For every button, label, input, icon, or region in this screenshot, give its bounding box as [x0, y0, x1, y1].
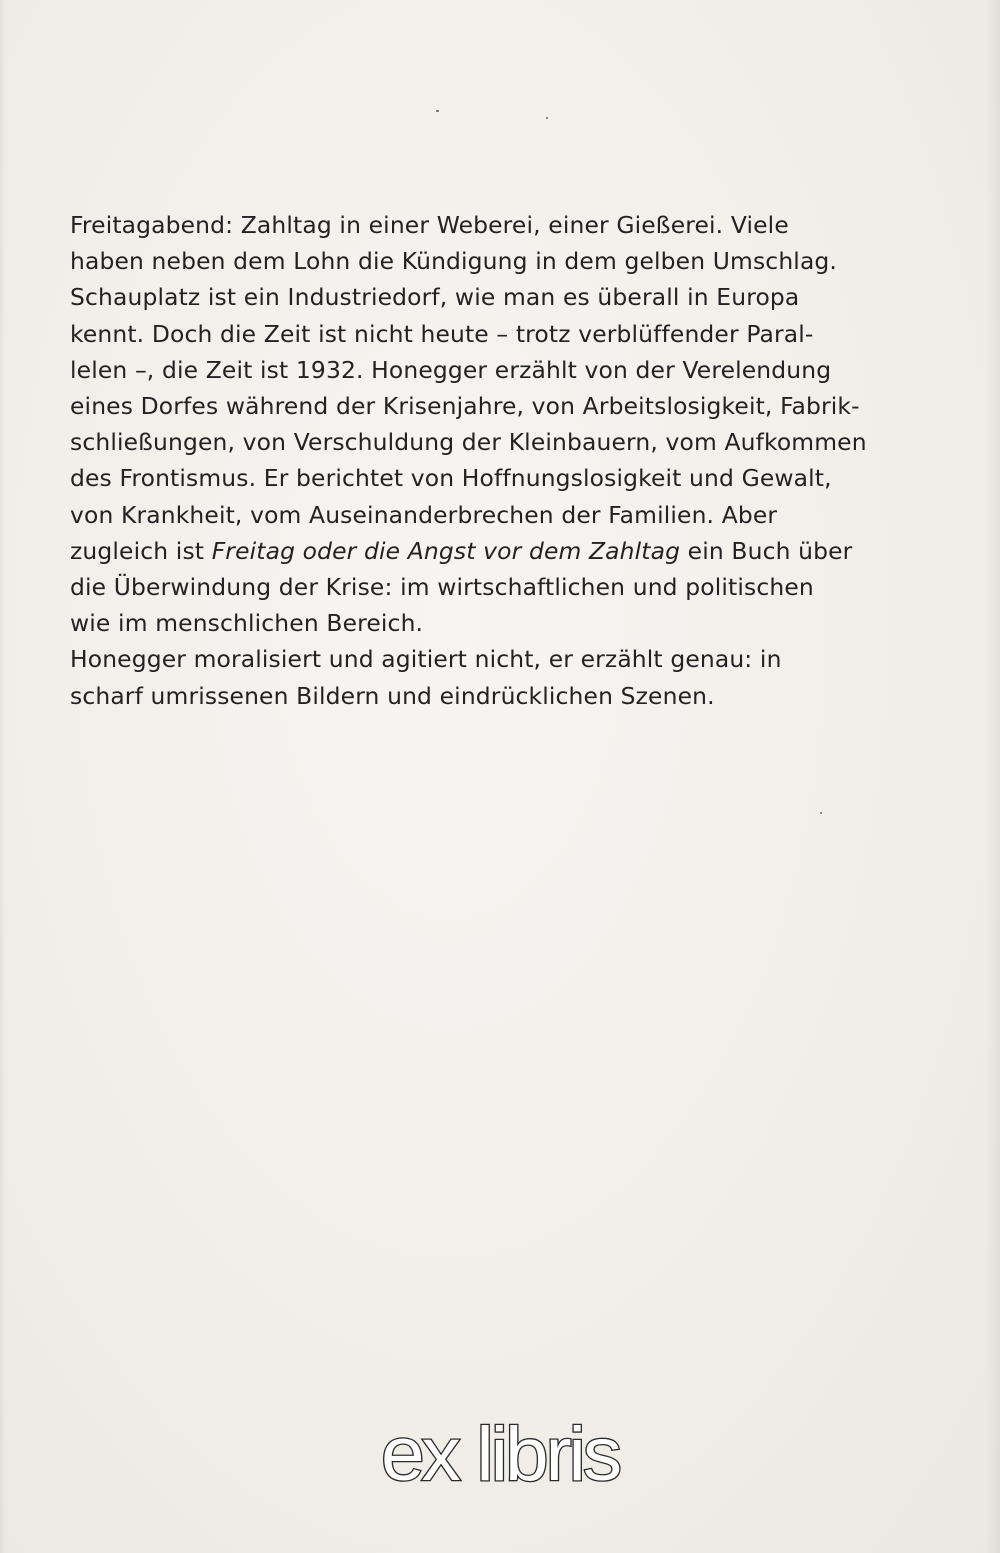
blurb-text	[70, 207, 970, 714]
paper-speck	[820, 812, 822, 814]
blurb-line: schließungen, von Verschuldung der Kleinbauern, vom Aufkommen	[70, 428, 867, 457]
blurb-line: Schauplatz ist ein Industriedorf, wie man es überall in Europa	[70, 283, 800, 312]
blurb-line: Honegger moralisiert und agitiert nicht, er erzählt genau: in	[70, 645, 782, 674]
blurb-line: scharf umrissenen Bildern und eindrücklichen Szenen.	[70, 681, 715, 710]
blurb-line: eines Dorfes während der Krisenjahre, von Arbeitslosigkeit, Fabrik-	[70, 392, 860, 421]
blurb-line: des Frontismus. Er berichtet von Hoffnungslosigkeit und Gewalt,	[70, 464, 832, 493]
blurb-line-with-title	[70, 533, 970, 569]
ex-libris-logo-text: ex libris	[381, 1417, 621, 1497]
blurb-line: wie im menschlichen Bereich.	[70, 609, 424, 638]
page-right-edge-shadow	[986, 0, 1000, 1553]
book-title-italic: Freitag oder die Angst vor dem Zahltag	[211, 536, 681, 565]
ex-libris-logo	[379, 1417, 624, 1497]
blurb-line-part: zugleich ist	[70, 536, 212, 565]
blurb-line: Freitagabend: Zahltag in einer Weberei, einer Gießerei. Viele	[70, 211, 789, 239]
page-left-edge-shadow	[0, 0, 6, 1553]
blurb-line-part: ein Buch über	[680, 536, 853, 565]
blurb-line: lelen –, die Zeit ist 1932. Honegger erzählt von der Verelendung	[70, 355, 832, 384]
blurb-line: die Überwindung der Krise: im wirtschaftlichen und politischen	[70, 573, 814, 602]
blurb-line: von Krankheit, vom Auseinanderbrechen der Familien. Aber	[70, 500, 778, 529]
blurb-line: kennt. Doch die Zeit ist nicht heute – trotz verblüffender Paral-	[70, 319, 814, 348]
blurb-line: haben neben dem Lohn die Kündigung in dem gelben Umschlag.	[70, 247, 838, 276]
paper-speck	[546, 117, 548, 119]
paper-speck	[436, 110, 439, 112]
